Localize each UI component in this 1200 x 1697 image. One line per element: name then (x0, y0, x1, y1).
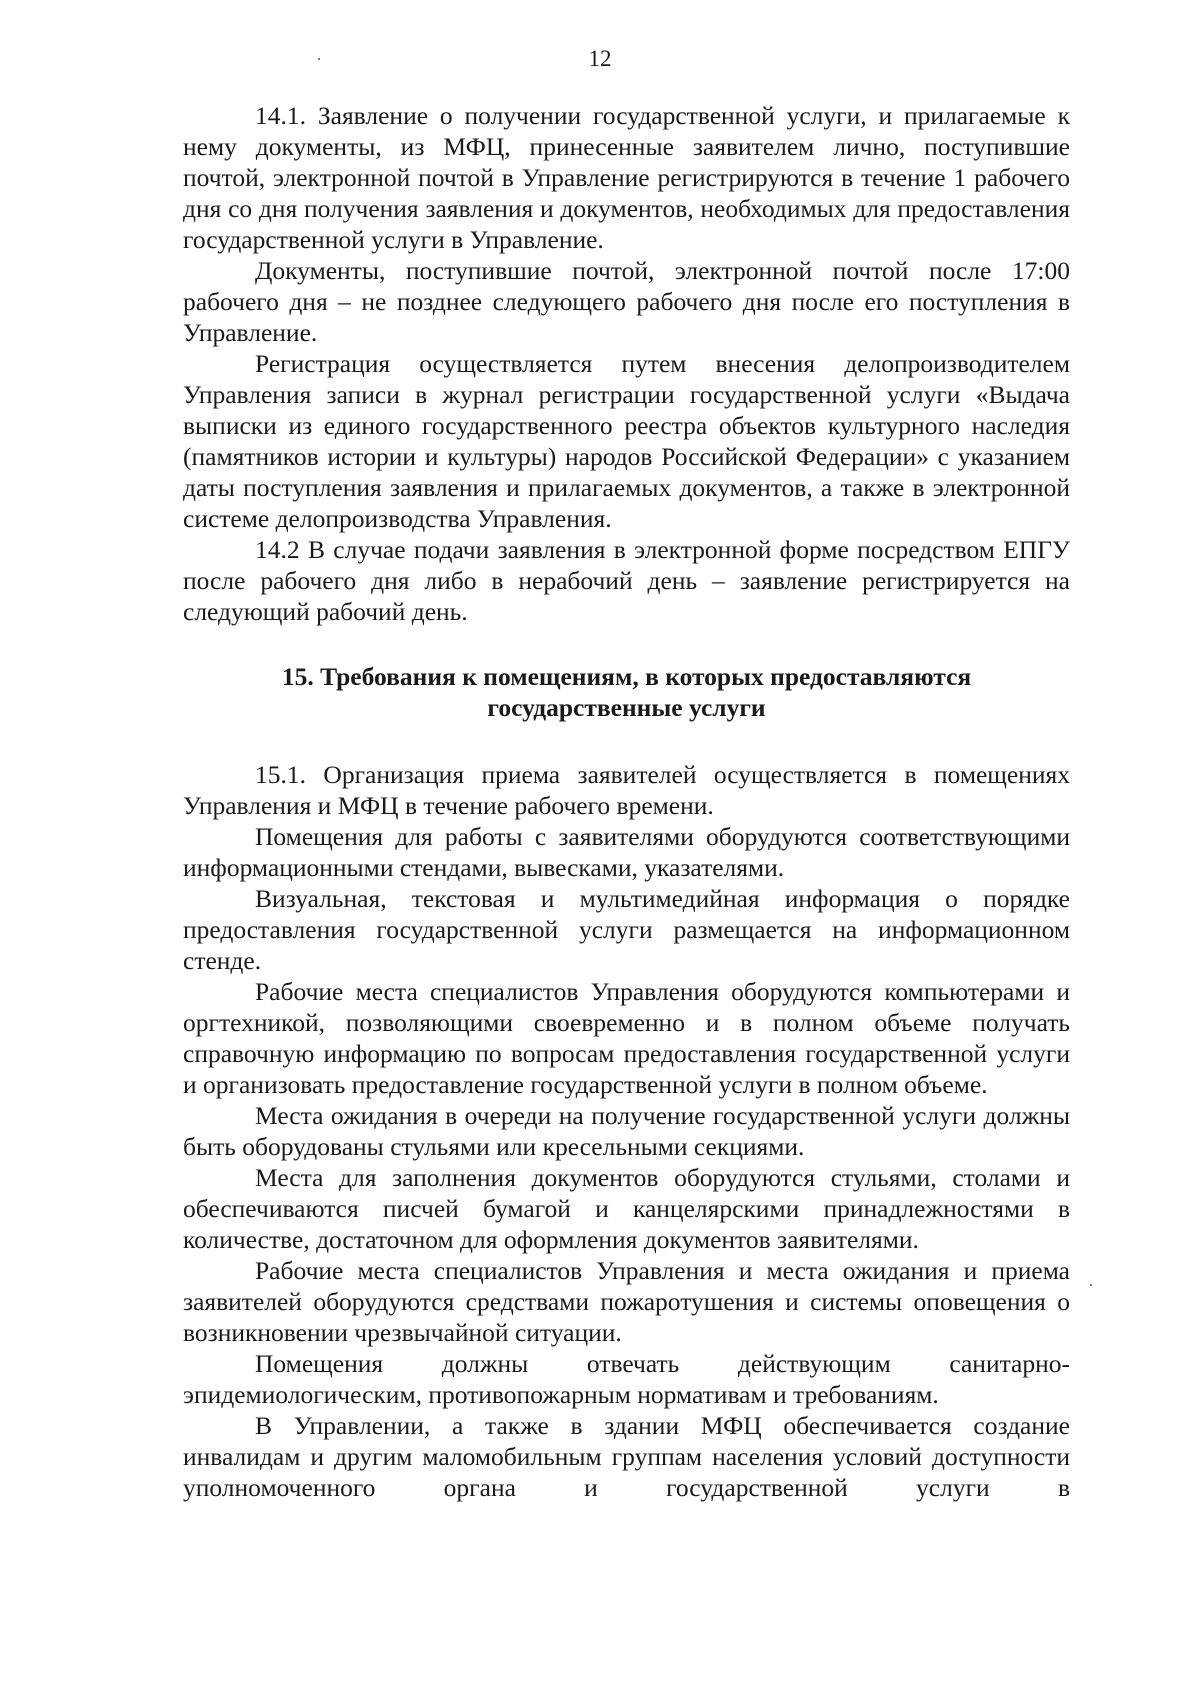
paragraph-registration: Регистрация осуществляется путем внесения делопроизводителем Управления записи в журнал регистрации государственной услуги «Выдача выписки из единого государственного реестра объектов культурного наследия (памятников истории и культуры) народов Российской Федерации» с указанием даты поступления заявления и прилагаемых документов, а также в электронной системе делопроизводства Управления. (183, 349, 1070, 533)
paragraph-fire: Рабочие места специалистов Управления и места ожидания и приема заявителей оборудуются средствами пожаротушения и системы оповещения о возникновении чрезвычайной ситуации. (183, 1256, 1070, 1347)
scan-speck (1090, 1284, 1092, 1286)
paragraph-workplaces: Рабочие места специалистов Управления оборудуются компьютерами и оргтехникой, позволяющими своевременно и в полном объеме получать справочную информацию по вопросам предоставления государственной услуги и организовать предоставление государственной услуги в полном объеме. (183, 977, 1070, 1099)
paragraph-filling: Места для заполнения документов оборудуются стульями, столами и обеспечиваются писчей бумагой и канцелярскими принадлежностями в количестве, достаточном для оформления документов заявителями. (183, 1163, 1070, 1254)
document-body (183, 100, 1070, 1503)
paragraph-14-2: 14.2 В случае подачи заявления в электронной форме посредством ЕПГУ после рабочего дня либо в нерабочий день – заявление регистрируется на следующий рабочий день. (183, 535, 1070, 626)
paragraph-visual-info: Визуальная, текстовая и мультимедийная информация о порядке предоставления государственной услуги размещается на информационном стенде. (183, 884, 1070, 975)
paragraph-waiting: Места ожидания в очереди на получение государственной услуги должны быть оборудованы стульями или кресельными секциями. (183, 1101, 1070, 1161)
paragraph-disabled: В Управлении, а также в здании МФЦ обеспечивается создание инвалидам и другим маломобильным группам населения условий доступности уполномоченного органа и государственной услуги в (183, 1411, 1070, 1502)
paragraph-docs-after-hours: Документы, поступившие почтой, электронной почтой после 17:00 рабочего дня – не позднее следующего рабочего дня после его поступления в Управление. (183, 256, 1070, 347)
paragraph-15-1: 15.1. Организация приема заявителей осуществляется в помещениях Управления и МФЦ в течение рабочего времени. (183, 760, 1070, 820)
paragraph-premises: Помещения для работы с заявителями оборудуются соответствующими информационными стендами, вывесками, указателями. (183, 822, 1070, 882)
paragraph-14-1: 14.1. Заявление о получении государственной услуги, и прилагаемые к нему документы, из МФЦ, принесенные заявителем лично, поступившие почтой, электронной почтой в Управление регистрируются в течение 1 рабочего дня со дня получения заявления и документов, необходимых для предоставления государственной услуги в Управление. (183, 101, 1070, 254)
page-number: 12 (588, 46, 612, 71)
paragraph-sanitary: Помещения должны отвечать действующим санитарно-эпидемиологическим, противопожарным нормативам и требованиям. (183, 1349, 1070, 1409)
section-heading-15: 15. Требования к помещениям, в которых предоставляются государственные услуги (281, 662, 972, 722)
